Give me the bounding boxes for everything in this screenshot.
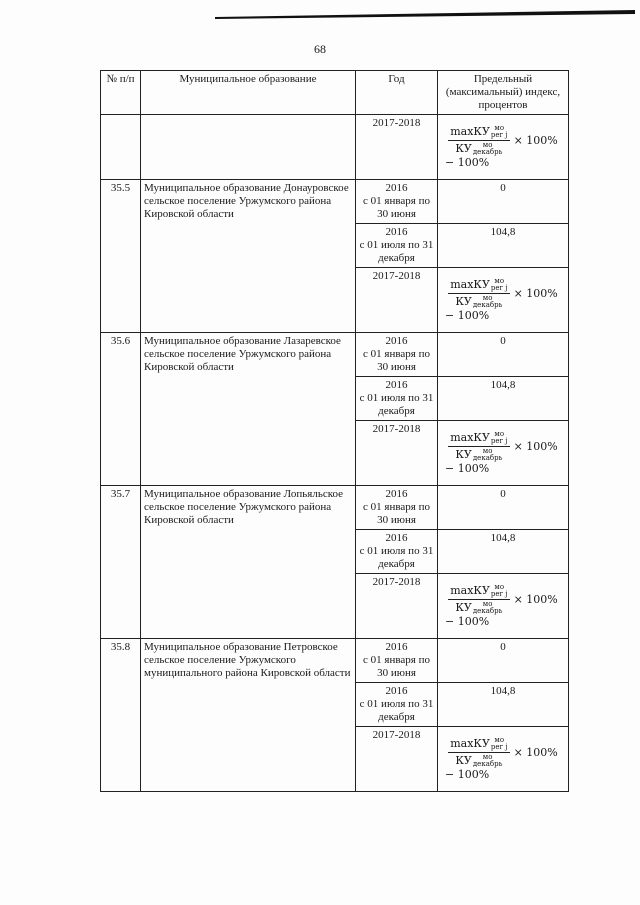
index-value: 104,8 (438, 530, 569, 574)
table-row (101, 639, 569, 683)
index-value: 0 (438, 639, 569, 683)
formula-multiplier: × 100% (513, 440, 558, 453)
formula-tail: − 100% (445, 309, 490, 322)
formula-numerator: maxКУ мо рег j (450, 736, 508, 751)
period-year: 2017-2018 (372, 576, 421, 588)
index-value: 104,8 (438, 683, 569, 727)
index-value: 104,8 (438, 377, 569, 421)
formula-tail: − 100% (445, 768, 490, 781)
header-municipality: Муниципальное образование (141, 71, 356, 115)
formula-tail: − 100% (445, 462, 490, 475)
index-formula (441, 729, 565, 781)
formula-multiplier: × 100% (513, 746, 558, 759)
table-row (101, 180, 569, 224)
continuation-name-cell (141, 115, 356, 180)
formula-numerator: maxКУ мо рег j (450, 430, 508, 445)
index-formula-cell (438, 421, 569, 486)
period-year: 2016 (385, 641, 408, 653)
index-formula (441, 270, 565, 322)
continuation-year-cell (356, 115, 438, 180)
page-number: 68 (314, 42, 326, 56)
period-cell (356, 421, 438, 486)
period-cell (356, 486, 438, 530)
formula-multiplier: × 100% (513, 593, 558, 606)
period-year: 2016 (385, 685, 408, 697)
row-number: 35.8 (101, 639, 141, 792)
row-number: 35.7 (101, 486, 141, 639)
formula-denominator: КУ мо декабрь (455, 753, 503, 768)
period-detail: с 01 июля по 31 декабря (359, 392, 434, 417)
index-value: 0 (438, 486, 569, 530)
period-detail: с 01 июля по 31 декабря (359, 698, 434, 723)
period-year: 2016 (385, 379, 408, 391)
index-formula-cell (438, 115, 569, 180)
period-year: 2017-2018 (372, 729, 421, 741)
index-formula-cell (438, 727, 569, 792)
continuation-num-cell (101, 115, 141, 180)
period-year: 2017-2018 (372, 270, 421, 282)
table-row (101, 486, 569, 530)
header-index: Предельный (максимальный) индекс, процентов (438, 71, 569, 115)
index-value: 104,8 (438, 224, 569, 268)
formula-denominator: КУ мо декабрь (455, 447, 503, 462)
index-formula (441, 576, 565, 628)
table-row (101, 333, 569, 377)
period-cell (356, 727, 438, 792)
table-header-row (101, 71, 569, 115)
period-year: 2016 (385, 182, 408, 194)
continuation-row (101, 115, 569, 180)
formula-numerator: maxКУ мо рег j (450, 124, 508, 139)
municipality-name: Муниципальное образование Донауровское сельское поселение Уржумского района Кировской области (141, 180, 356, 333)
tariff-index-table (100, 70, 569, 792)
index-value: 0 (438, 180, 569, 224)
period-detail: с 01 января по 30 июня (363, 501, 430, 526)
row-number: 35.5 (101, 180, 141, 333)
index-formula (441, 117, 565, 169)
header-year: Год (356, 71, 438, 115)
row-number: 35.6 (101, 333, 141, 486)
formula-tail: − 100% (445, 615, 490, 628)
municipality-name: Муниципальное образование Лазаревское сельское поселение Уржумского района Кировской области (141, 333, 356, 486)
period-cell (356, 224, 438, 268)
period-detail: с 01 января по 30 июня (363, 195, 430, 220)
index-value: 0 (438, 333, 569, 377)
formula-tail: − 100% (445, 156, 490, 169)
formula-multiplier: × 100% (513, 287, 558, 300)
period-cell (356, 333, 438, 377)
index-formula-cell (438, 268, 569, 333)
period-detail: с 01 января по 30 июня (363, 654, 430, 679)
index-formula-cell (438, 574, 569, 639)
formula-denominator: КУ мо декабрь (455, 600, 503, 615)
period-detail: с 01 июля по 31 декабря (359, 545, 434, 570)
period-cell (356, 268, 438, 333)
index-formula (441, 423, 565, 475)
period-cell (356, 530, 438, 574)
header-num: № п/п (101, 71, 141, 115)
period-cell (356, 574, 438, 639)
period-year: 2016 (385, 532, 408, 544)
period-detail: с 01 июля по 31 декабря (359, 239, 434, 264)
period-cell (356, 377, 438, 421)
period-year: 2016 (385, 488, 408, 500)
period-cell (356, 180, 438, 224)
formula-denominator: КУ мо декабрь (455, 294, 503, 309)
scan-artifact-line (215, 8, 635, 22)
formula-denominator: КУ мо декабрь (455, 141, 503, 156)
period-cell (356, 639, 438, 683)
municipality-name: Муниципальное образование Лопьяльское сельское поселение Уржумского района Кировской области (141, 486, 356, 639)
formula-numerator: maxКУ мо рег j (450, 277, 508, 292)
municipality-name: Муниципальное образование Петровское сельское поселение Уржумского муниципального района Кировской области (141, 639, 356, 792)
period-year: 2016 (385, 335, 408, 347)
year-label: 2017-2018 (372, 117, 421, 129)
period-cell (356, 683, 438, 727)
formula-multiplier: × 100% (513, 134, 558, 147)
period-detail: с 01 января по 30 июня (363, 348, 430, 373)
period-year: 2016 (385, 226, 408, 238)
formula-numerator: maxКУ мо рег j (450, 583, 508, 598)
period-year: 2017-2018 (372, 423, 421, 435)
